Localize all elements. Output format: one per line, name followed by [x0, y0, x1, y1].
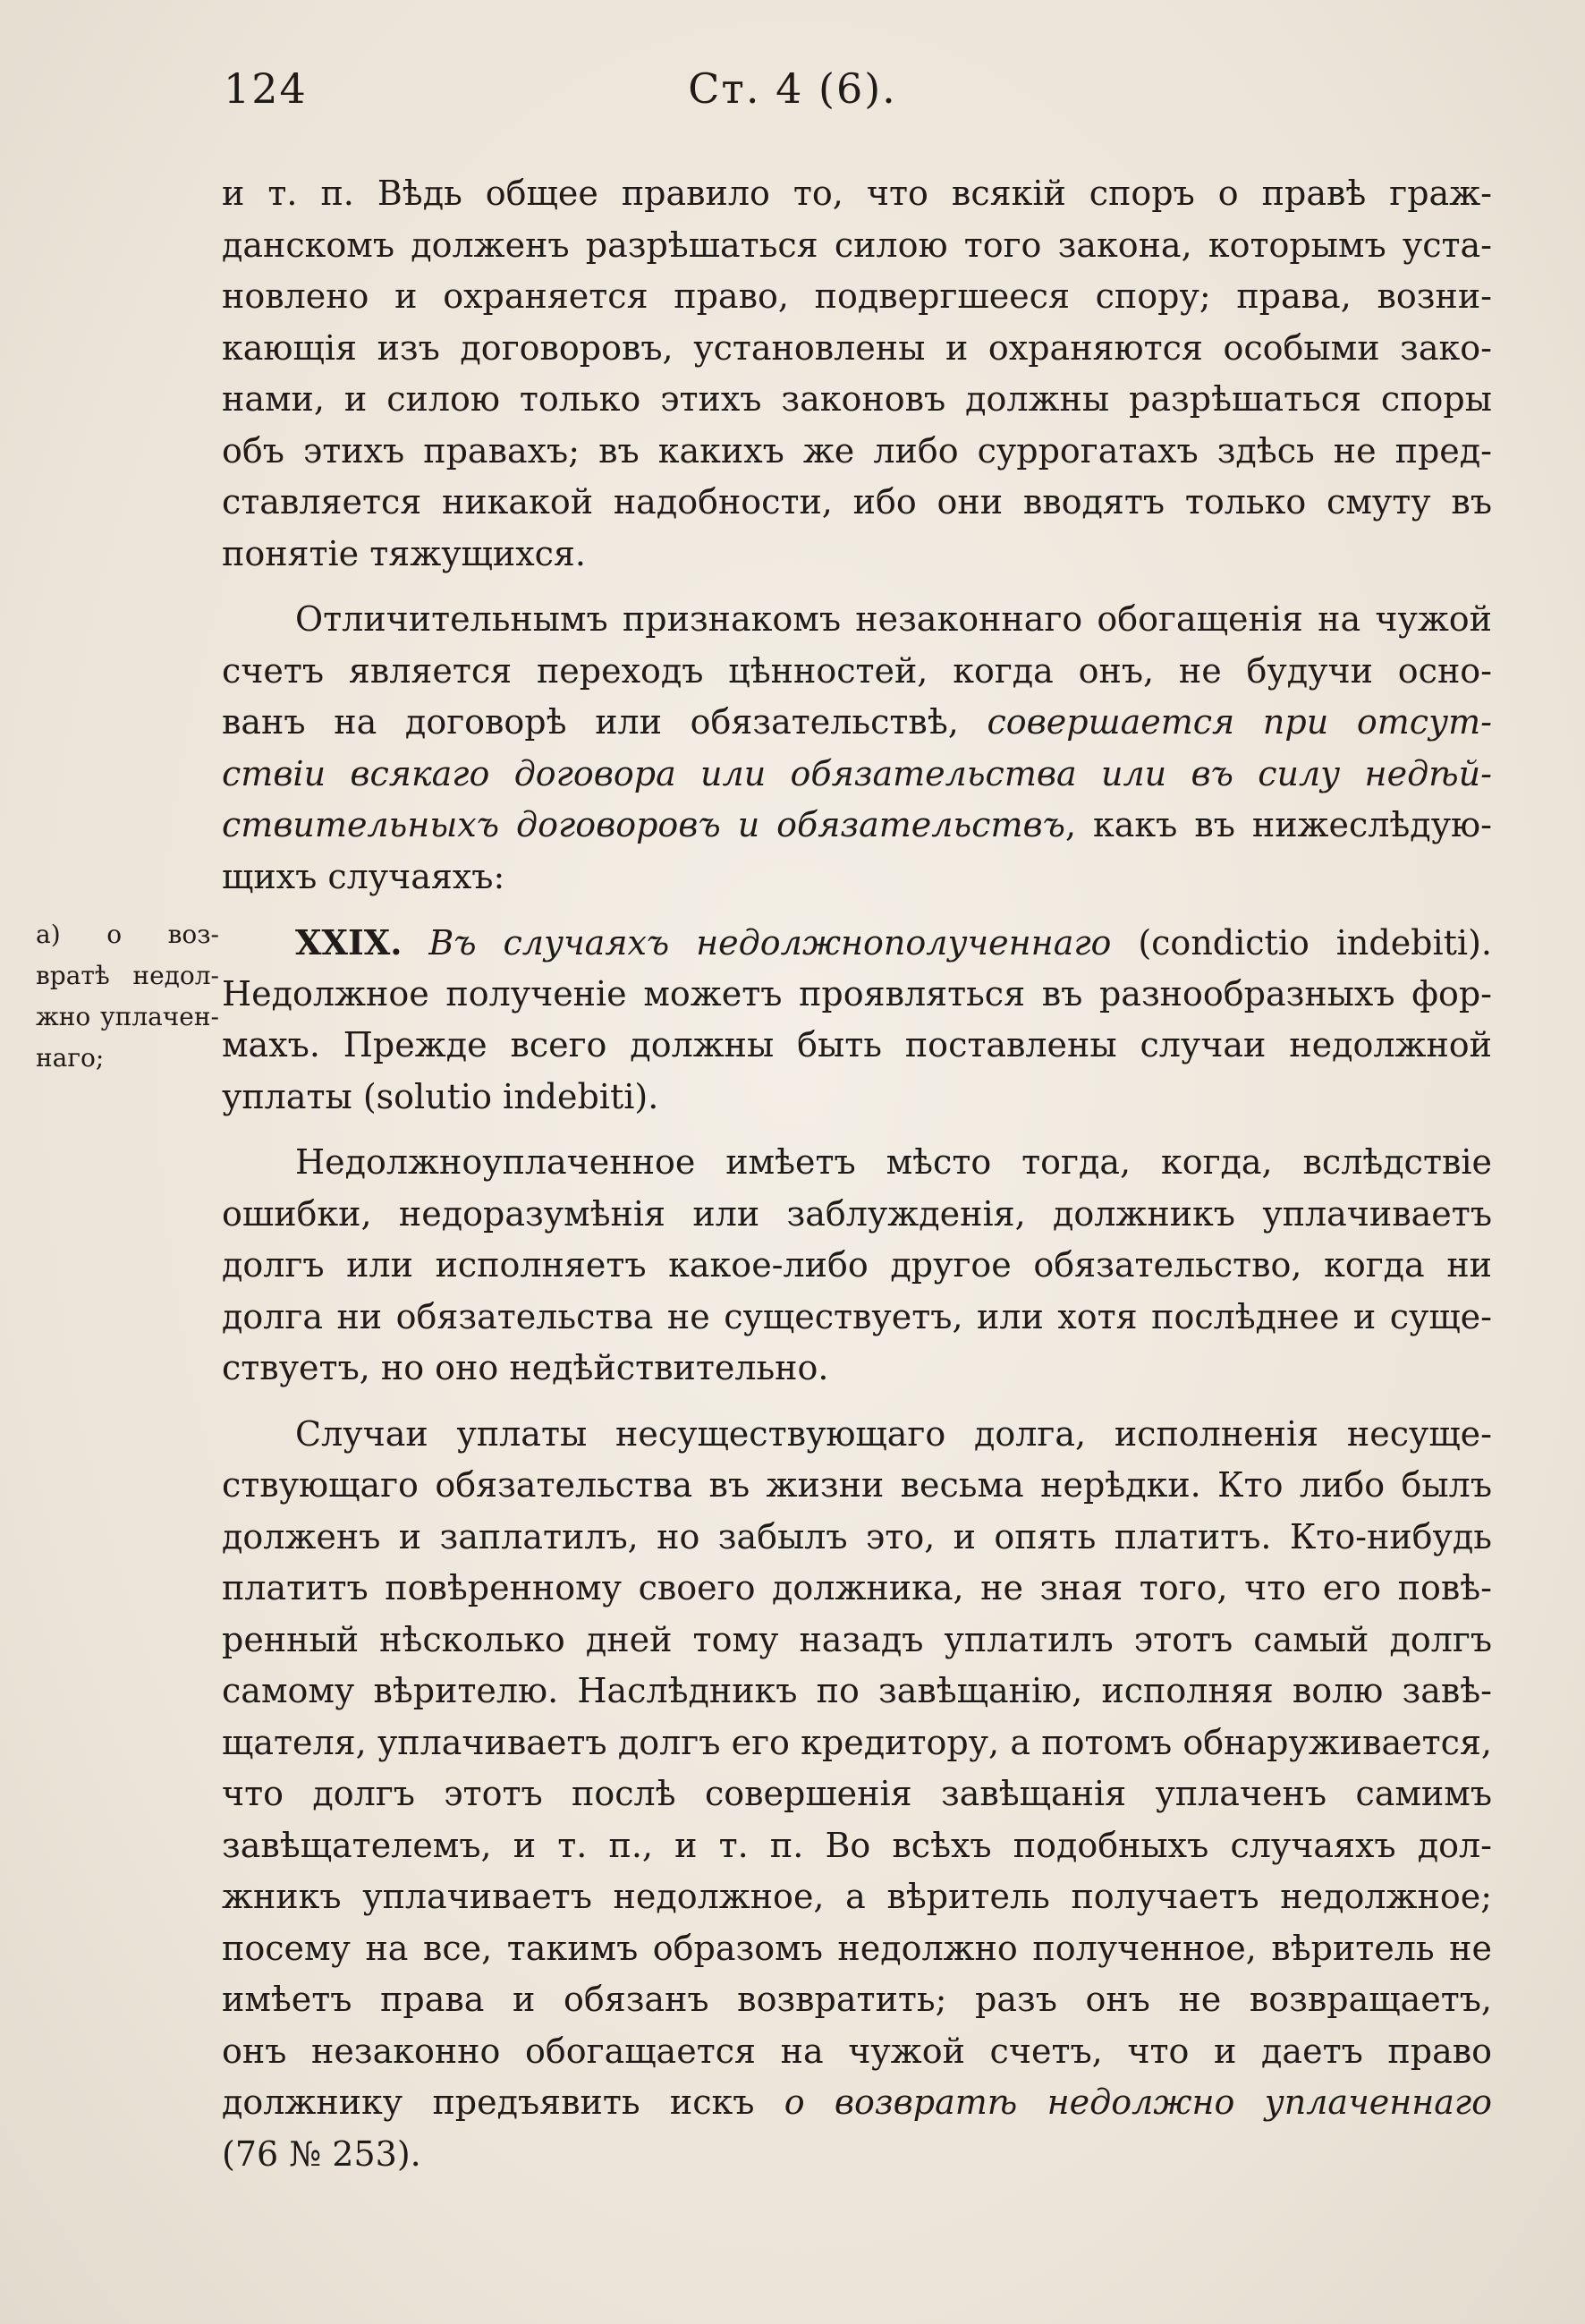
- text-italic: совершается при отсут-: [987, 702, 1492, 742]
- text-line: онъ незаконно обогащается на чужой счетъ, что и даетъ право: [222, 2031, 1492, 2071]
- text-line: что долгъ этотъ послѣ совершенія завѣщанія уплаченъ самимъ: [222, 1774, 1492, 1813]
- paragraph-3: [222, 917, 1492, 1123]
- text-line: Отличительнымъ признакомъ незаконнаго обогащенія на чужой: [295, 599, 1492, 639]
- text-line: долга ни обязательства не существуетъ, или хотя послѣднее и суще-: [222, 1296, 1492, 1336]
- body-text: [222, 168, 1492, 2180]
- text-italic: ствіи всякаго договора или обязательства или въ силу недѣй-: [222, 753, 1492, 793]
- text-line: [222, 697, 1492, 749]
- text-line: щихъ случаяхъ:: [222, 856, 505, 896]
- paragraph-4: [222, 1137, 1492, 1395]
- text-line: [222, 749, 1492, 801]
- text-line: понятіе тяжущихся.: [222, 533, 586, 573]
- text-line: долженъ и заплатилъ, но забылъ это, и опять платитъ. Кто-нибудь: [222, 1516, 1492, 1556]
- paragraph-5: [222, 1409, 1492, 2181]
- paragraph-1: [222, 168, 1492, 580]
- text-line: жникъ уплачиваетъ недолжное, а вѣритель получаетъ недолжное;: [222, 1877, 1492, 1916]
- section-heading-line: [222, 917, 1492, 969]
- text-line: уплаты (solutio indebiti).: [222, 1076, 659, 1116]
- text-line: завѣщателемъ, и т. п., и т. п. Во всѣхъ подобныхъ случаяхъ дол-: [222, 1825, 1492, 1865]
- page-number: 124: [224, 64, 308, 113]
- text-plain: (condictio indebiti).: [1111, 923, 1492, 963]
- text-line: счетъ является переходъ цѣнностей, когда онъ, не будучи осно-: [222, 650, 1492, 691]
- text-plain: ванъ на договорѣ или обязательствѣ,: [222, 702, 987, 742]
- section-numeral: XXIX.: [295, 922, 403, 963]
- margin-note-line: а) о воз-: [36, 920, 219, 949]
- text-line: и т. п. Вѣдь общее правило то, что всякій споръ о правѣ граж-: [222, 174, 1492, 213]
- text-line: ошибки, недоразумѣнія или заблужденія, должникъ уплачиваетъ: [222, 1193, 1492, 1234]
- text-line: ствующаго обязательства въ жизни весьма нерѣдки. Кто либо былъ: [222, 1465, 1492, 1505]
- margin-note-line: жно уплачен-: [36, 1002, 219, 1031]
- margin-note-line: наго;: [36, 1043, 105, 1073]
- text-line: кающія изъ договоровъ, установлены и охраняются особыми зако-: [222, 327, 1492, 368]
- text-line: имѣетъ права и обязанъ возвратить; разъ онъ не возвращаетъ,: [222, 1980, 1492, 2019]
- text-line: [222, 800, 1492, 852]
- text-line: Недолжноуплаченное имѣетъ мѣсто тогда, когда, вслѣдствіе: [295, 1142, 1492, 1182]
- text-line: Недолжное полученіе можетъ проявляться въ разнообразныхъ фор-: [222, 973, 1492, 1014]
- text-line: (76 № 253).: [222, 2133, 421, 2174]
- text-line: самому вѣрителю. Наслѣдникъ по завѣщанію, исполняя волю завѣ-: [222, 1671, 1492, 1710]
- text-line: посему на все, такимъ образомъ недолжно полученное, вѣритель не: [222, 1928, 1492, 1968]
- text-line: ренный нѣсколько дней тому назадъ уплатилъ этотъ самый долгъ: [222, 1619, 1492, 1659]
- margin-note-line: вратѣ недол-: [36, 961, 219, 990]
- text-line: нами, и силою только этихъ законовъ должны разрѣшаться споры: [222, 379, 1492, 419]
- text-line: новлено и охраняется право, подвергшееся спору; права, возни-: [222, 276, 1492, 316]
- running-head: Ст. 4 (6).: [688, 64, 897, 113]
- text-line: долгъ или исполняетъ какое-либо другое обязательство, когда ни: [222, 1245, 1492, 1285]
- text-line: объ этихъ правахъ; въ какихъ же либо суррогатахъ здѣсь не пред-: [222, 430, 1492, 471]
- paragraph-2: [222, 594, 1492, 903]
- text-line: щателя, уплачиваетъ долгъ его кредитору, а потомъ обнаруживается,: [222, 1722, 1492, 1762]
- text-line: платитъ повѣренному своего должника, не зная того, что его повѣ-: [222, 1568, 1492, 1607]
- text-italic: ствительныхъ договоровъ и обязательствъ: [222, 805, 1065, 844]
- text-line: Случаи уплаты несуществующаго долга, исполненія несуще-: [295, 1413, 1492, 1454]
- margin-note: [36, 914, 219, 1079]
- text-line: ставляется никакой надобности, ибо они вводятъ только смуту въ: [222, 482, 1492, 522]
- text-plain: должнику предъявить искъ: [222, 2082, 784, 2122]
- text-line: [222, 2077, 1492, 2129]
- text-line: махъ. Прежде всего должны быть поставлены случаи недолжной: [222, 1025, 1492, 1064]
- text-plain: , какъ въ нижеслѣдую-: [1064, 805, 1492, 844]
- section-title: Въ случаяхъ недолжнополученнаго: [428, 923, 1112, 963]
- text-line: ствуетъ, но оно недѣйствительно.: [222, 1348, 829, 1387]
- text-italic: о возвратѣ недолжно уплаченнаго: [784, 2082, 1492, 2122]
- text-line: данскомъ долженъ разрѣшаться силою того закона, которымъ уста-: [222, 225, 1492, 265]
